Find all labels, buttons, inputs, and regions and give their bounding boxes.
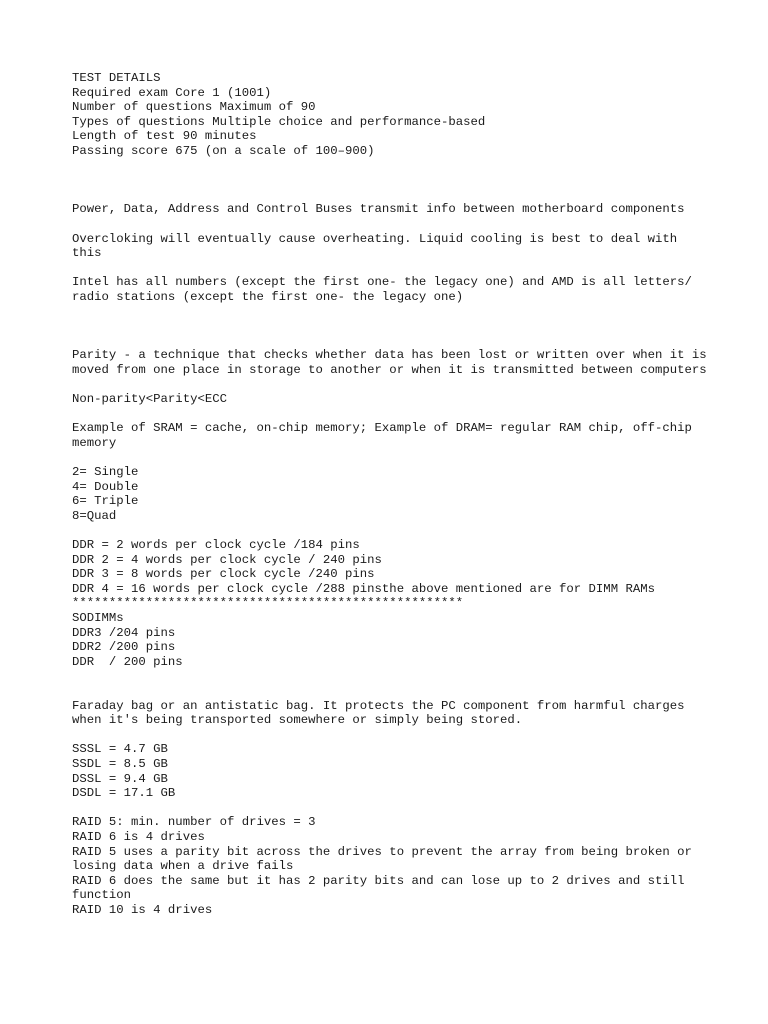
disc-capacity-item: DSDL = 17.1 GB [72, 786, 176, 801]
sodimm-item: DDR3 /204 pins [72, 625, 176, 640]
intel-amd-text: Intel has all numbers (except the first one- the legacy one) and AMD is all letters/ radio stations (except the first one- the legacy one) [72, 275, 700, 304]
ddr-list [72, 538, 712, 611]
sodimm-item: DDR2 /200 pins [72, 640, 176, 655]
buses-text: Power, Data, Address and Control Buses transmit info between motherboard components [72, 202, 685, 217]
buses-note [72, 202, 712, 217]
disc-capacity-item: DSSL = 9.4 GB [72, 771, 168, 786]
raid-item: RAID 10 is 4 drives [72, 902, 213, 917]
raid-item: RAID 6 is 4 drives [72, 829, 205, 844]
ddr-item: DDR 3 = 8 words per clock cycle /240 pins [72, 567, 375, 582]
test-details-heading: TEST DETAILS [72, 71, 161, 85]
overclocking-note [72, 232, 712, 261]
passing-score-line: Passing score 675 (on a scale of 100–900) [72, 143, 375, 158]
faraday-note [72, 699, 712, 728]
ddr-item: DDR 2 = 4 words per clock cycle / 240 pins [72, 552, 382, 567]
ddr-item: DDR 4 = 16 words per clock cycle /288 pinsthe above mentioned are for DIMM RAMs [72, 581, 655, 596]
number-of-questions-line: Number of questions Maximum of 90 [72, 100, 316, 115]
raid-item: RAID 6 does the same but it has 2 parity bits and can lose up to 2 drives and still function [72, 873, 692, 903]
channel-item: 6= Triple [72, 494, 139, 509]
intel-amd-note [72, 275, 712, 304]
raid-item: RAID 5 uses a parity bit across the drives to prevent the array from being broken or losing data when a drive fails [72, 844, 700, 874]
sodimm-item: DDR / 200 pins [72, 654, 183, 669]
parity-order-note [72, 392, 712, 407]
length-of-test-line: Length of test 90 minutes [72, 129, 257, 144]
ddr-item: DDR = 2 words per clock cycle /184 pins [72, 538, 360, 553]
channel-item: 2= Single [72, 465, 139, 480]
asterisk-separator: ***************************************************** [72, 596, 464, 611]
parity-note [72, 348, 715, 377]
required-exam-line: Required exam Core 1 (1001) [72, 85, 272, 100]
sram-dram-note [72, 421, 712, 450]
disc-capacity-list [72, 742, 712, 800]
test-details-section [72, 71, 712, 159]
disc-capacity-item: SSDL = 8.5 GB [72, 756, 168, 771]
raid-item: RAID 5: min. number of drives = 3 [72, 815, 316, 830]
sodimm-heading: SODIMMs [72, 611, 124, 625]
document-page [72, 71, 715, 917]
parity-text: Parity - a technique that checks whether data has been lost or written over when it is moved from one place in storage to another or when it is transmitted between computers [72, 348, 715, 377]
overclocking-text: Overcloking will eventually cause overheating. Liquid cooling is best to deal with this [72, 231, 685, 261]
raid-list [72, 815, 712, 917]
types-of-questions-line: Types of questions Multiple choice and performance-based [72, 114, 486, 129]
faraday-text: Faraday bag or an antistatic bag. It protects the PC component from harmful charges when it's being transported somewhere or simply being stored. [72, 698, 692, 728]
channel-item: 4= Double [72, 479, 139, 494]
parity-order-text: Non-parity<Parity<ECC [72, 392, 227, 407]
sodimm-list [72, 611, 712, 669]
channel-item: 8=Quad [72, 508, 117, 523]
channels-list [72, 465, 712, 523]
disc-capacity-item: SSSL = 4.7 GB [72, 742, 168, 757]
sram-dram-text: Example of SRAM = cache, on-chip memory; Example of DRAM= regular RAM chip, off-chip memory [72, 421, 700, 450]
